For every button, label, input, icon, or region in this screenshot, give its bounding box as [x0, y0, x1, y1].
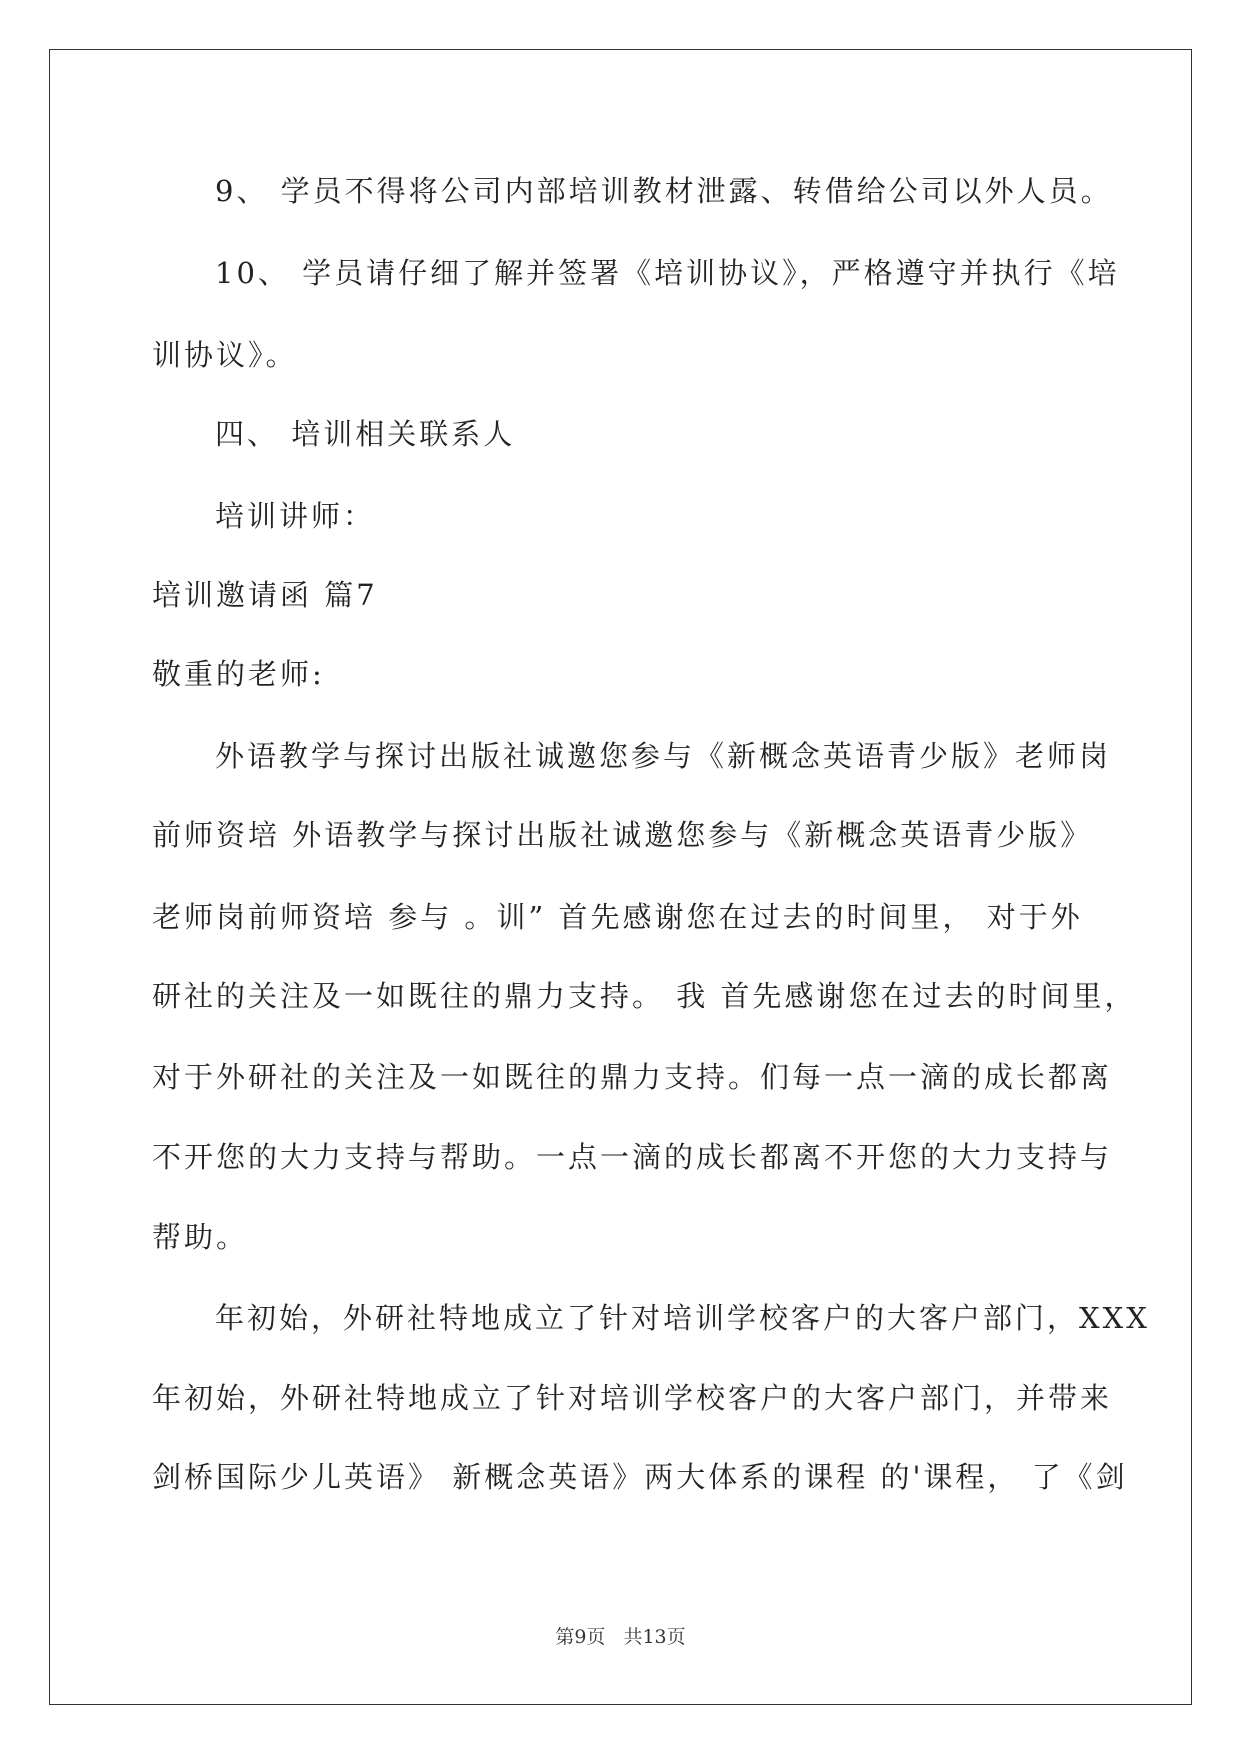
text-line: 前师资培 外语教学与探讨出版社诚邀您参与《新概念英语青少版》	[152, 818, 1093, 852]
document-title: 培训邀请函 篇7	[152, 578, 378, 612]
text-line: 外语教学与探讨出版社诚邀您参与《新概念英语青少版》老师岗	[215, 739, 1112, 773]
page-frame	[49, 49, 1192, 1705]
text-line: 9、 学员不得将公司内部培训教材泄露、转借给公司以外人员。	[215, 174, 1113, 208]
text-line: 剑桥国际少儿英语》 新概念英语》两大体系的课程 的'课程， 了《剑	[152, 1460, 1128, 1494]
text-line: 年初始，外研社特地成立了针对培训学校客户的大客户部门，并带来	[152, 1381, 1113, 1415]
text-line: 年初始，外研社特地成立了针对培训学校客户的大客户部门，XXX	[215, 1301, 1150, 1335]
text-line: 培训讲师：	[215, 499, 376, 533]
page-number: 第9页	[555, 1626, 606, 1648]
salutation: 敬重的老师:	[152, 657, 325, 691]
text-line: 帮助。	[152, 1220, 249, 1254]
section-heading: 四、 培训相关联系人	[215, 417, 516, 451]
text-line: 训协议》。	[152, 338, 298, 372]
text-line: 10、 学员请仔细了解并签署《培训协议》，严格遵守并执行《培	[215, 256, 1120, 290]
text-line: 研社的关注及一如既往的鼎力支持。 我 首先感谢您在过去的时间里，	[152, 979, 1137, 1013]
text-line: 老师岗前师资培 参与 。训” 首先感谢您在过去的时间里， 对于外	[152, 900, 1083, 934]
page-total: 共13页	[623, 1626, 686, 1648]
text-line: 对于外研社的关注及一如既往的鼎力支持。们每一点一滴的成长都离	[152, 1060, 1113, 1094]
page-footer	[0, 1622, 1241, 1649]
text-line: 不开您的大力支持与帮助。一点一滴的成长都离不开您的大力支持与	[152, 1140, 1113, 1174]
